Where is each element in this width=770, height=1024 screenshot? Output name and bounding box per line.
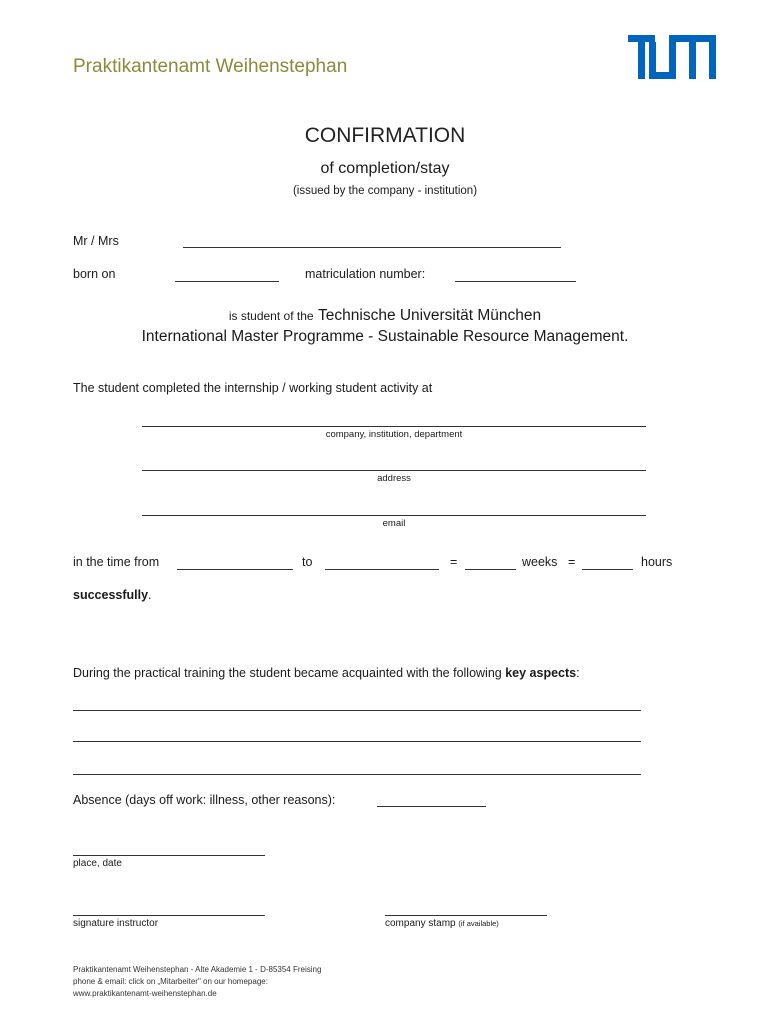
address-caption: address <box>377 473 411 484</box>
weeks-label: weeks <box>522 555 558 569</box>
company-stamp-label: company stamp <box>385 918 456 929</box>
company-field[interactable] <box>142 426 646 427</box>
company-caption: company, institution, department <box>325 429 463 440</box>
matriculation-label: matriculation number: <box>305 267 426 281</box>
place-date-field[interactable] <box>73 855 265 856</box>
time-to-label: to <box>302 555 313 569</box>
footer-website[interactable]: www.praktikantenamt-weihenstephan.de <box>73 989 217 998</box>
document-title: CONFIRMATION <box>304 124 466 147</box>
key-aspects-text: During the practical training the student became acquainted with the following <box>73 666 502 680</box>
programme-name: International Master Programme - Sustainable Resource Management. <box>141 328 629 345</box>
address-field[interactable] <box>142 470 646 471</box>
successfully-text <box>73 588 152 602</box>
successfully-period: . <box>148 588 152 602</box>
key-aspects-intro <box>73 666 580 680</box>
signature-instructor-field[interactable] <box>73 915 265 916</box>
birth-date-field[interactable] <box>175 281 279 282</box>
matriculation-field[interactable] <box>455 281 576 282</box>
signature-instructor-caption: signature instructor <box>73 918 159 929</box>
key-aspects-line-3[interactable] <box>73 774 641 775</box>
internship-intro: The student completed the internship / working student activity at <box>73 381 433 395</box>
key-aspects-bold: key aspects <box>505 666 577 680</box>
absence-label: Absence (days off work: illness, other reasons): <box>73 793 336 807</box>
equals-sign: = <box>450 555 458 569</box>
document-subtitle: of completion/stay <box>320 160 450 177</box>
company-stamp-field[interactable] <box>385 915 547 916</box>
successfully-bold: successfully <box>73 588 149 602</box>
key-aspects-line-2[interactable] <box>73 741 641 742</box>
footer-contact: phone & email: click on „Mitarbeiter" on our homepage: <box>73 977 268 986</box>
date-from-field[interactable] <box>177 569 293 570</box>
weeks-field[interactable] <box>465 569 516 570</box>
student-of-line <box>0 307 770 325</box>
born-on-label: born on <box>73 267 116 281</box>
key-aspects-colon: : <box>576 666 580 680</box>
university-name: Technische Universität München <box>318 307 542 324</box>
name-field[interactable] <box>183 247 561 248</box>
mr-mrs-label: Mr / Mrs <box>73 234 119 248</box>
if-available-note: (if available) <box>458 919 499 928</box>
office-name: Praktikantenamt Weihenstephan <box>73 56 348 77</box>
time-from-label: in the time from <box>73 555 160 569</box>
issued-by-note: (issued by the company - institution) <box>292 185 478 197</box>
tum-logo <box>628 35 716 84</box>
hours-field[interactable] <box>582 569 633 570</box>
footer-address: Praktikantenamt Weihenstephan - Alte Akademie 1 - D-85354 Freising <box>73 965 322 974</box>
hours-label: hours <box>641 555 673 569</box>
key-aspects-line-1[interactable] <box>73 710 641 711</box>
company-stamp-caption <box>385 918 499 929</box>
equals-sign: = <box>568 555 576 569</box>
email-caption: email <box>382 518 406 529</box>
email-field[interactable] <box>142 515 646 516</box>
student-of-prefix: is student of the <box>228 309 314 323</box>
date-to-field[interactable] <box>325 569 439 570</box>
absence-field[interactable] <box>377 806 486 807</box>
tum-logo-icon <box>628 35 716 79</box>
place-date-caption: place, date <box>73 858 122 869</box>
